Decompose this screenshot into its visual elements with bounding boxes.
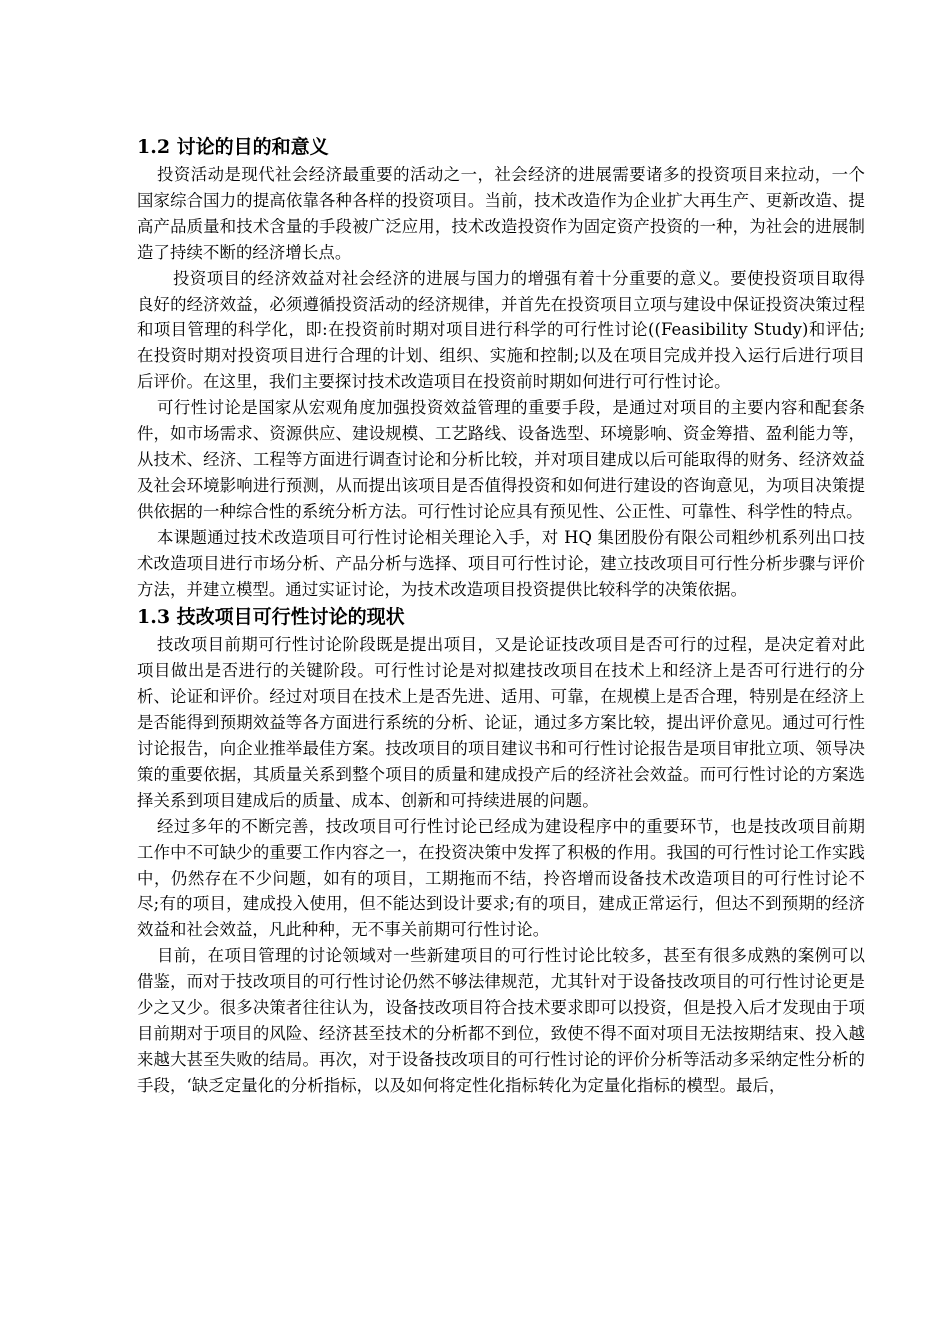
paragraph: 技改项目前期可行性讨论阶段既是提出项目，又是论证技改项目是否可行的过程，是决定着对此项目做出是否进行的关键阶段。可行性讨论是对拟建技改项目在技术上和经济上是否可行进行的分析、论证和评价。经过对项目在技术上是否先进、适用、可靠，在规模上是否合理，特别是在经济上是否能得到预期效益等各方面进行系统的分析、论证，通过多方案比较，提出评价意见。通过可行性讨论报告，向企业推举最佳方案。技改项目的项目建议书和可行性讨论报告是项目审批立项、领导决策的重要依据，其质量关系到整个项目的质量和建成投产后的经济社会效益。而可行性讨论的方案选择关系到项目建成后的质量、成本、创新和可持续进展的问题。 — [137, 635, 865, 810]
section-heading-1-3: 1.3 技改项目可行性讨论的现状 — [137, 606, 405, 629]
paragraph: 经过多年的不断完善，技改项目可行性讨论已经成为建设程序中的重要环节，也是技改项目前期工作中不可缺少的重要工作内容之一，在投资决策中发挥了积极的作用。我国的可行性讨论工作实践中，仍然存在不少问题，如有的项目，工期拖而不结，拎咨增而设备技术改造项目的可行性讨论不尽;有的项目，建成投入使用，但不能达到设计要求;有的项目，建成正常运行，但达不到预期的经济效益和社会效益，凡此种种，无不事关前期可行性讨论。 — [137, 816, 865, 940]
paragraph: 目前，在项目管理的讨论领域对一些新建项目的可行性讨论比较多，甚至有很多成熟的案例可以借鉴，而对于技改项目的可行性讨论仍然不够法律规范，尤其针对于设备技改项目的可行性讨论更是少之又少。很多决策者往往认为，设备技改项目符合技术要求即可以投资，但是投入后才发现由于项目前期对于项目的风险、经济甚至技术的分析都不到位，致使不得不面对项目无法按期结束、投入越来越大甚至失败的结局。再次，对于设备技改项目的可行性讨论的评价分析等活动多采纳定性分析的手段，‘缺乏定量化的分析指标，以及如何将定性化指标转化为定量化指标的模型。最后， — [137, 946, 865, 1095]
section-heading-1-2: 1.2 讨论的目的和意义 — [137, 136, 329, 158]
paragraph: 投资活动是现代社会经济最重要的活动之一，社会经济的进展需要诸多的投资项目来拉动，一个国家综合国力的提高依靠各种各样的投资项目。当前，技术改造作为企业扩大再生产、更新改造、提高产品质量和技术含量的手段被广泛应用，技术改造投资作为固定资产投资的一种，为社会的进展制造了持续不断的经济增长点。 — [137, 165, 865, 262]
paragraph: 投资项目的经济效益对社会经济的进展与国力的增强有着十分重要的意义。要使投资项目取得良好的经济效益，必须遵循投资活动的经济规律，并首先在投资项目立项与建设中保证投资决策过程和项目管理的科学化，即:在投资前时期对项目进行科学的可行性讨论((Feasibility Study)和评估;在投资时期对投资项目进行合理的计划、组织、实施和控制;以及在项目完成并投入运行后进行项目后评价。在这里，我们主要探讨技术改造项目在投资前时期如何进行可行性讨论。 — [137, 268, 865, 392]
paragraph: 可行性讨论是国家从宏观角度加强投资效益管理的重要手段，是通过对项目的主要内容和配套条件，如市场需求、资源供应、建设规模、工艺路线、设备选型、环境影响、资金筹措、盈利能力等，从技术、经济、工程等方面进行调查讨论和分析比较，并对项目建成以后可能取得的财务、经济效益及社会环境影响进行预测，从而提出该项目是否值得投资和如何进行建设的咨询意见，为项目决策提供依据的一种综合性的系统分析方法。可行性讨论应具有预见性、公正性、可靠性、科学性的特点。 — [137, 398, 865, 521]
document-page — [137, 132, 865, 1099]
paragraph: 本课题通过技术改造项目可行性讨论相关理论入手，对 HQ 集团股份有限公司粗纱机系列出口技术改造项目进行市场分析、产品分析与选择、项目可行性讨论，建立技改项目可行性分析步骤与评价方法，并建立模型。通过实证讨论，为技术改造项目投资提供比较科学的决策依据。 — [137, 527, 865, 599]
